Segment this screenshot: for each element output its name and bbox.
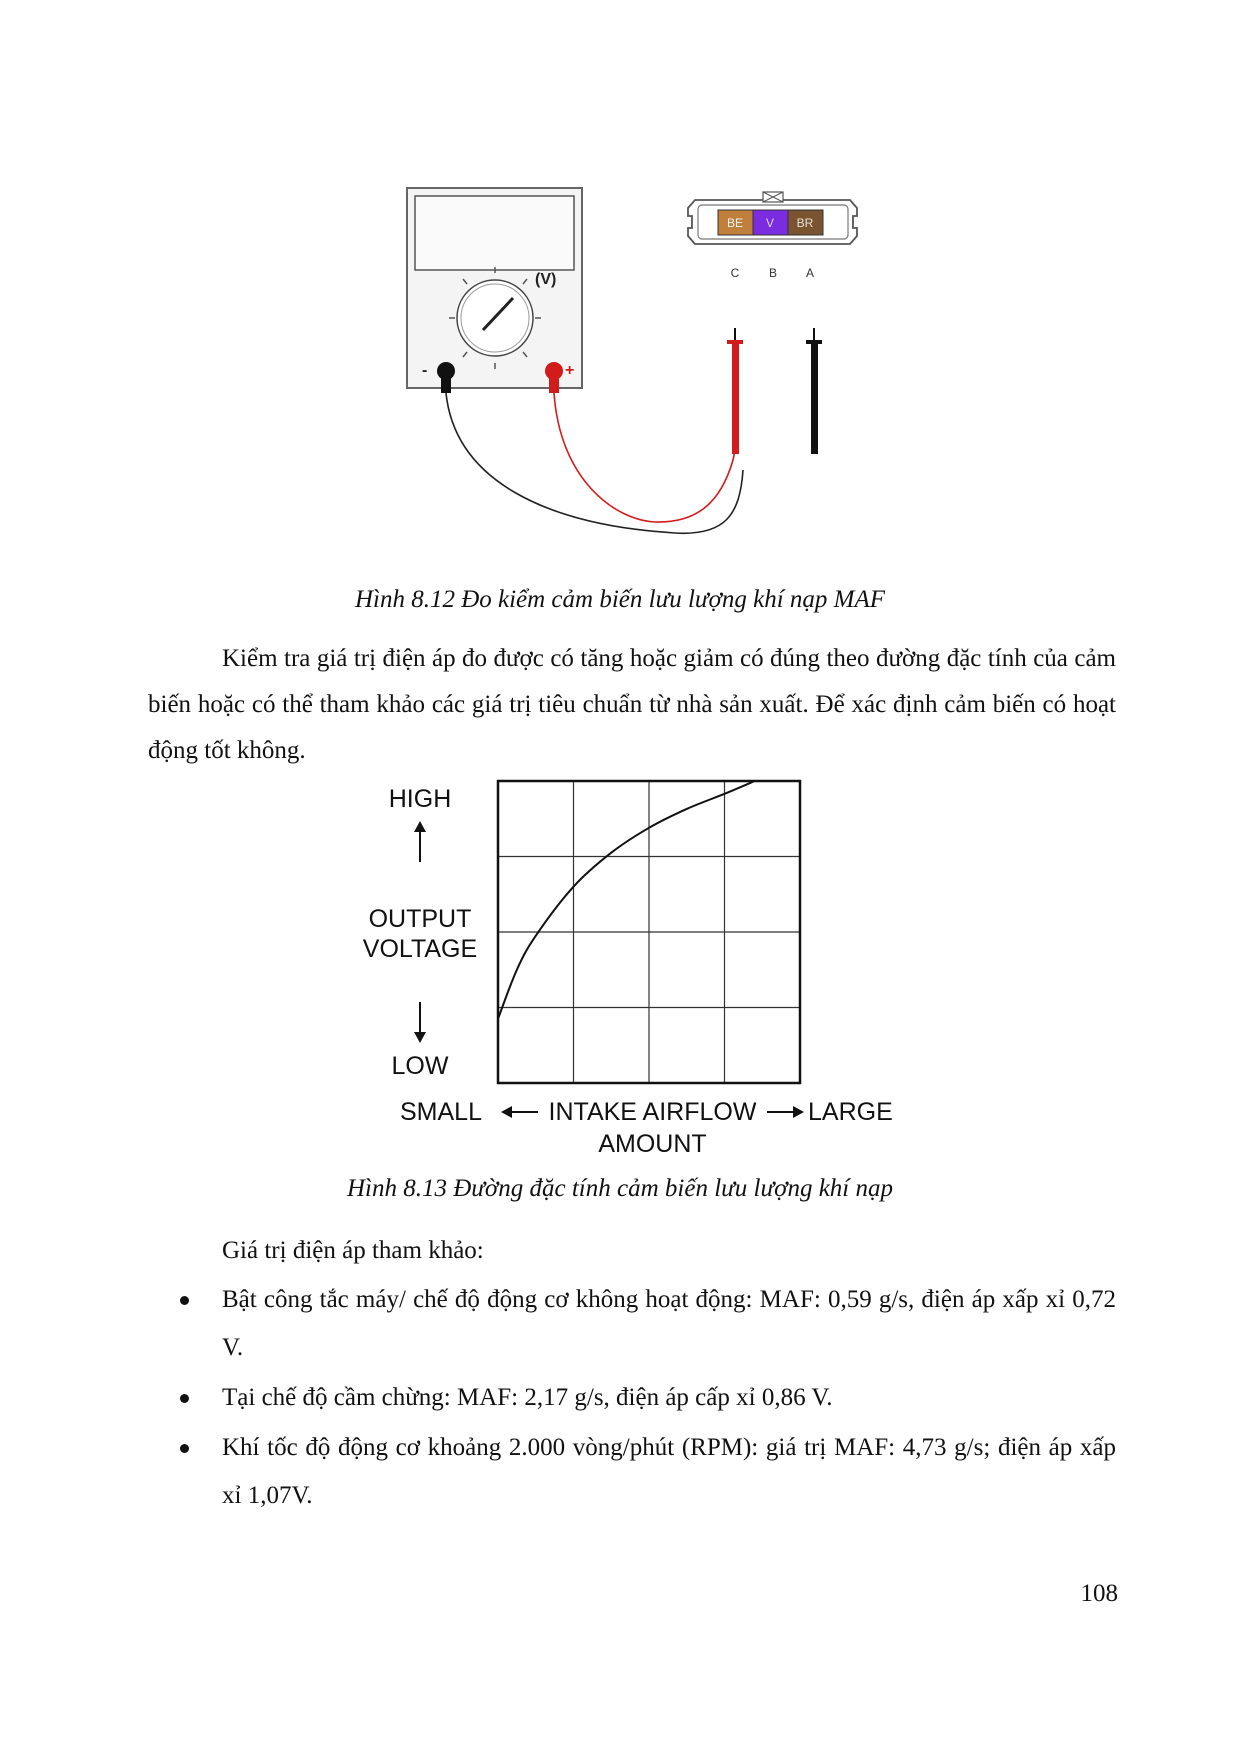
y-down-arrow xyxy=(410,1000,430,1044)
pin-color-be: BE xyxy=(726,216,744,230)
bullet-icon xyxy=(180,1296,189,1305)
x-right-arrow xyxy=(765,1098,805,1128)
bullet-icon xyxy=(180,1394,189,1403)
y-up-arrow xyxy=(410,820,430,864)
body-paragraph: Kiểm tra giá trị điện áp đo được có tăng hoặc giảm có đúng theo đường đặc tính của cảm biến hoặc có thể tham khảo các giá trị tiêu chuẩn từ nhà sản xuất. Để xác định cảm biến có hoạt động tốt không. xyxy=(148,645,1116,764)
reference-intro: Giá trị điện áp tham khảo: xyxy=(222,1237,484,1264)
y-high-label: HIGH xyxy=(388,785,452,813)
plus-label: + xyxy=(565,362,575,379)
black-probe xyxy=(806,328,822,454)
pin-letter-b: B xyxy=(768,266,778,280)
minus-label: - xyxy=(422,362,428,379)
meter-scale-label: (V) xyxy=(535,271,557,288)
x-large-label: LARGE xyxy=(808,1098,893,1126)
y-low-label: LOW xyxy=(391,1052,449,1080)
multimeter-display xyxy=(415,196,574,270)
chart-series-line xyxy=(498,781,755,1019)
bullet-text: Tại chế độ cầm chừng: MAF: 2,17 g/s, điện áp cấp xỉ 0,86 V. xyxy=(222,1384,833,1411)
x-axis-label-line1: INTAKE AIRFLOW xyxy=(548,1098,757,1126)
figure-multimeter-diagram xyxy=(395,180,875,555)
bullet-icon xyxy=(180,1444,189,1453)
reference-bullet-3 xyxy=(185,1424,1116,1520)
y-axis-label-line2: VOLTAGE xyxy=(362,935,478,963)
page-number: 108 xyxy=(1080,1580,1118,1607)
x-axis-label-line2: AMOUNT xyxy=(598,1130,707,1158)
figure-8-13-caption: Hình 8.13 Đường đặc tính cảm biến lưu lượng khí nạp xyxy=(346,1175,893,1202)
pin-color-v: V xyxy=(765,216,775,230)
bullet-text: Khí tốc độ động cơ khoảng 2.000 vòng/phút (RPM): giá trị MAF: 4,73 g/s; điện áp xấp xỉ 1,07V. xyxy=(222,1434,1116,1509)
red-probe xyxy=(727,328,743,454)
pin-letter-a: A xyxy=(805,266,815,280)
red-test-lead-wire xyxy=(554,393,735,522)
bullet-text: Bật công tắc máy/ chế độ động cơ không hoạt động: MAF: 0,59 g/s, điện áp xấp xỉ 0,72 V. xyxy=(222,1286,1116,1361)
x-left-arrow xyxy=(500,1098,540,1128)
figure-8-12-caption: Hình 8.12 Đo kiểm cảm biến lưu lượng khí nạp MAF xyxy=(354,586,886,613)
y-axis-label-line1: OUTPUT xyxy=(368,905,472,933)
reference-bullet-1 xyxy=(185,1276,1116,1372)
pin-color-br: BR xyxy=(796,216,814,230)
maf-characteristic-chart xyxy=(495,778,805,1088)
pin-letter-c: C xyxy=(730,266,740,280)
reference-bullet-2 xyxy=(185,1374,1116,1422)
x-small-label: SMALL xyxy=(400,1098,482,1126)
